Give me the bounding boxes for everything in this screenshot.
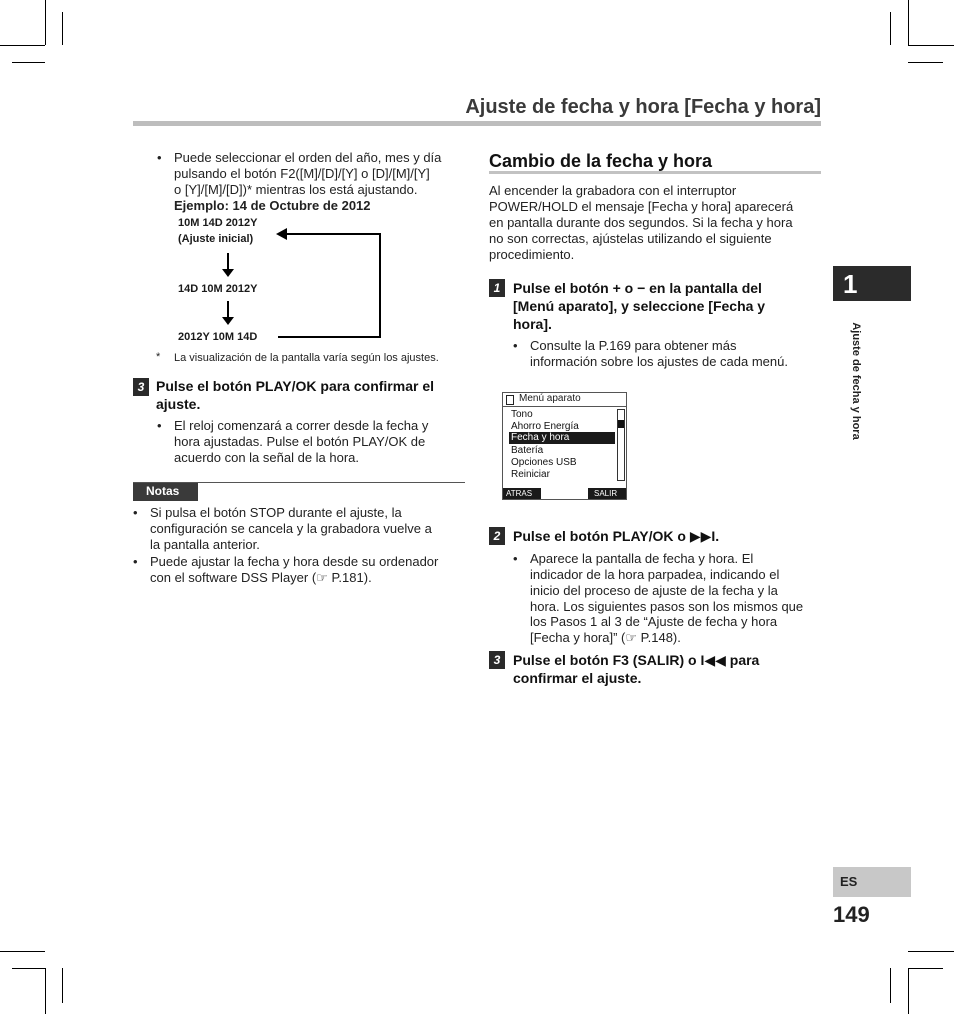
- bullet-mark: •: [133, 554, 138, 569]
- crop-mark: [0, 45, 45, 46]
- note-line: Si pulsa el botón STOP durante el ajuste, la: [150, 505, 402, 520]
- step-number: 1: [489, 279, 505, 297]
- step-instruction: Pulse el botón F3 (SALIR) o I◀◀ para: [513, 652, 760, 668]
- footnote: La visualización de la pantalla varía según los ajustes.: [174, 352, 439, 364]
- step-detail: inicio del proceso de ajuste de la fecha y la: [530, 583, 778, 598]
- notes-label-text: Notas: [146, 484, 180, 498]
- bullet-mark: •: [157, 418, 162, 433]
- note-line: con el software DSS Player (☞ P.181).: [150, 570, 372, 585]
- menu-item: Reiniciar: [511, 469, 550, 480]
- scrollbar: [617, 409, 625, 481]
- note-line: Puede ajustar la fecha y hora desde su ordenador: [150, 554, 439, 569]
- step-detail: Consulte la P.169 para obtener más: [530, 338, 737, 353]
- step-detail: indicador de la hora parpadea, indicando el: [530, 567, 780, 582]
- format-option-2: 14D 10M 2012Y: [178, 283, 258, 295]
- crop-mark: [908, 62, 943, 63]
- step-number: 2: [489, 527, 505, 545]
- format-option-3: 2012Y 10M 14D: [178, 331, 258, 343]
- intro-line: Puede seleccionar el orden del año, mes y día: [174, 150, 442, 165]
- menu-item: Tono: [511, 409, 533, 420]
- format-option-1: 10M 14D 2012Y: [178, 217, 258, 229]
- notes-label: [133, 483, 198, 501]
- crop-mark: [12, 968, 45, 969]
- note-line: configuración se cancela y la grabadora vuelve a: [150, 521, 432, 536]
- softkey-right-label: SALIR: [594, 489, 618, 498]
- step-instruction: ajuste.: [156, 396, 201, 412]
- softkey-left: [503, 488, 541, 499]
- screen-header: Menú aparato: [519, 393, 581, 404]
- format-diagram: [170, 215, 400, 345]
- step-instruction: Pulse el botón + o − en la pantalla del: [513, 280, 762, 296]
- step-detail: los Pasos 1 al 3 de “Ajuste de fecha y hora: [530, 614, 778, 629]
- crop-mark: [908, 968, 909, 1014]
- scrollbar-thumb: [618, 420, 624, 428]
- language-code: ES: [840, 874, 858, 889]
- section-intro: en pantalla durante dos segundos. Si la fecha y hora: [489, 215, 793, 230]
- softkey-left-label: ATRAS: [506, 489, 533, 498]
- step-detail: hora ajustadas. Pulse el botón PLAY/OK de: [174, 434, 426, 449]
- menu-item-selected: Fecha y hora: [511, 432, 570, 443]
- screen-header-rule: [503, 406, 626, 407]
- cycle-arrows: [170, 215, 400, 345]
- chapter-tab: [833, 266, 911, 301]
- section-intro: no son correctas, ajústelas utilizando el siguiente: [489, 231, 772, 246]
- crop-mark: [45, 0, 46, 45]
- step-detail: información sobre los ajustes de cada menú.: [530, 354, 788, 369]
- crop-mark: [62, 968, 63, 1003]
- section-intro: POWER/HOLD el mensaje [Fecha y hora] aparecerá: [489, 199, 794, 214]
- header-rule: [133, 121, 821, 126]
- menu-item: Opciones USB: [511, 457, 577, 468]
- chapter-number: 1: [843, 269, 858, 299]
- step-detail: Aparece la pantalla de fecha y hora. El: [530, 551, 754, 566]
- step-detail: acuerdo con la señal de la hora.: [174, 450, 360, 465]
- step-instruction: [Menú aparato], y seleccione [Fecha y: [513, 298, 766, 314]
- note-line: la pantalla anterior.: [150, 537, 260, 552]
- step-number: 3: [489, 651, 505, 669]
- section-intro: Al encender la grabadora con el interruptor: [489, 183, 737, 198]
- format-option-1-note: (Ajuste inicial): [178, 233, 254, 245]
- page-number: 149: [833, 902, 870, 927]
- crop-mark: [45, 968, 46, 1014]
- crop-mark: [12, 62, 45, 63]
- step-instruction: confirmar el ajuste.: [513, 670, 642, 686]
- bullet-mark: •: [157, 150, 162, 165]
- bullet-mark: •: [513, 338, 518, 353]
- crop-mark: [908, 0, 909, 45]
- softkey-right: [588, 488, 626, 499]
- device-screen: [502, 392, 627, 500]
- bullet-mark: •: [133, 505, 138, 520]
- crop-mark: [890, 12, 891, 45]
- section-title: Cambio de la fecha y hora: [489, 151, 713, 171]
- crop-mark: [908, 951, 954, 952]
- menu-item: Ahorro Energía: [511, 421, 579, 432]
- crop-mark: [62, 12, 63, 45]
- section-rule: [489, 171, 821, 174]
- step-number: 3: [133, 378, 149, 396]
- menu-item: Batería: [511, 445, 544, 456]
- step-instruction: Pulse el botón PLAY/OK para confirmar el: [156, 378, 434, 394]
- language-tab: [833, 867, 911, 897]
- step-instruction: hora].: [513, 316, 552, 332]
- footnote-mark: *: [156, 351, 161, 363]
- crop-mark: [908, 968, 943, 969]
- step-detail: El reloj comenzará a correr desde la fecha y: [174, 418, 429, 433]
- step-detail: hora. Los siguientes pasos son los mismos que: [530, 599, 804, 614]
- intro-line: o [Y]/[M]/[D])* mientras los está ajustando.: [174, 182, 418, 197]
- section-intro: procedimiento.: [489, 247, 575, 262]
- crop-mark: [0, 951, 45, 952]
- example-label: Ejemplo: 14 de Octubre de 2012: [174, 198, 371, 213]
- step-detail: [Fecha y hora]” (☞ P.148).: [530, 630, 681, 645]
- page-title: Ajuste de fecha y hora [Fecha y hora]: [465, 96, 821, 118]
- crop-mark: [890, 968, 891, 1003]
- menu-icon: [506, 395, 514, 405]
- step-instruction: Pulse el botón PLAY/OK o ▶▶I.: [513, 528, 720, 544]
- bullet-mark: •: [513, 551, 518, 566]
- crop-mark: [908, 45, 954, 46]
- intro-line: pulsando el botón F2([M]/[D]/[Y] o [D]/[M]/[Y]: [174, 166, 430, 181]
- side-label: Ajuste de fecha y hora: [850, 322, 862, 440]
